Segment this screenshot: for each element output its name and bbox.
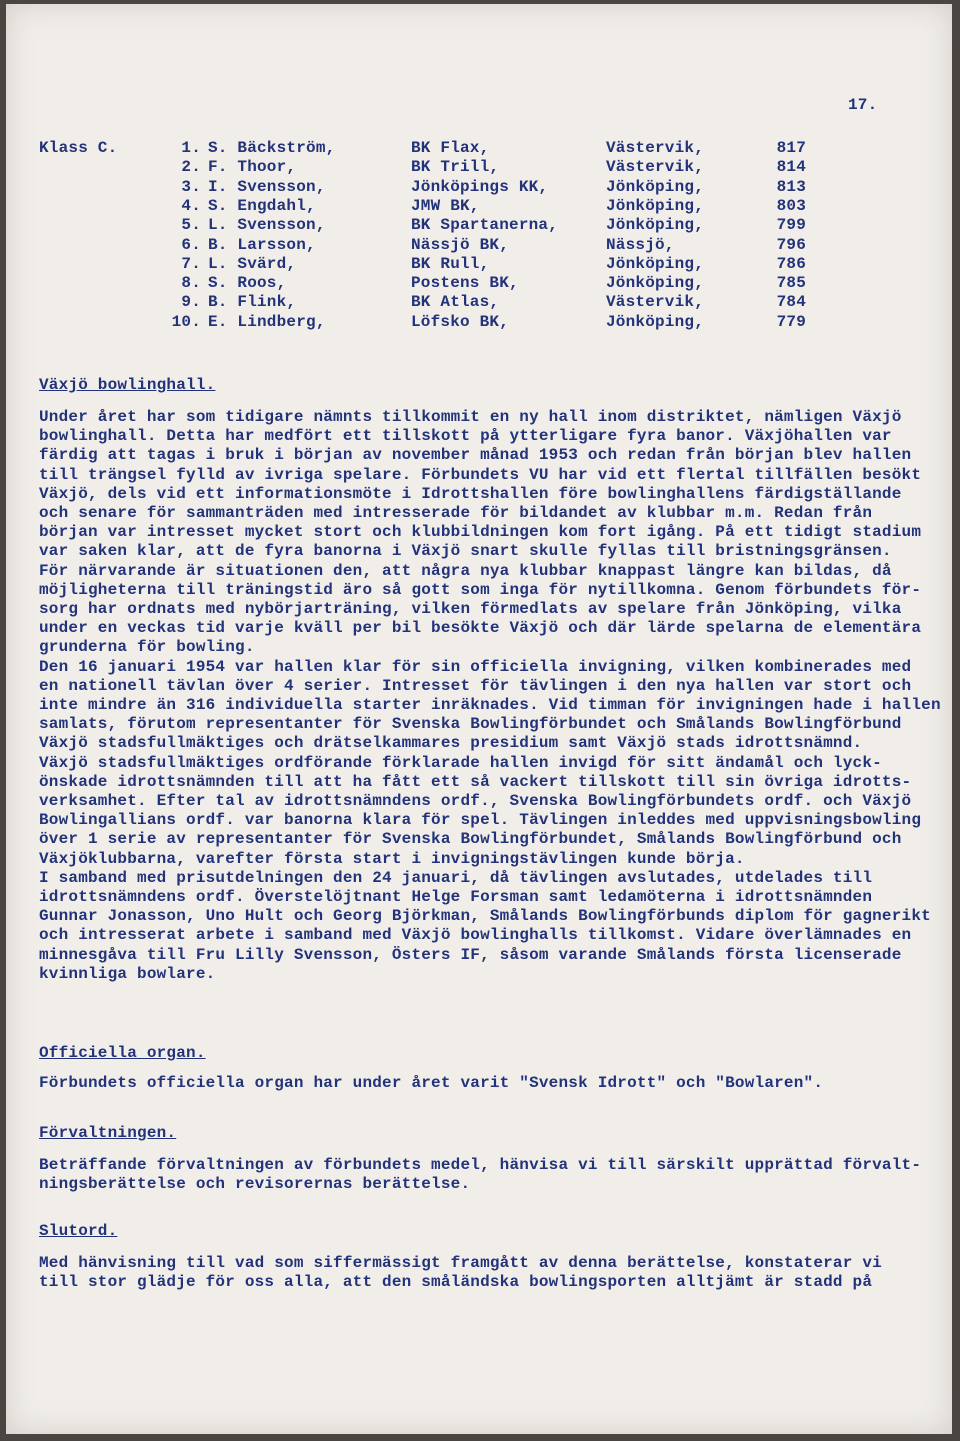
ranking-row xyxy=(6,274,952,294)
club-name: Nässjö BK, xyxy=(411,235,510,254)
city-name: Jönköping, xyxy=(606,312,705,331)
ranking-row xyxy=(6,178,952,198)
paragraph-slutord: Med hänvisning till vad som siffermässigt framgått av denna berättelse, konstaterar vi till stor glädje för oss alla, att den småländska bowlingsporten alltjämt är stadd på xyxy=(39,1254,882,1292)
player-name: L. Svensson, xyxy=(208,216,326,235)
ranking-row xyxy=(6,216,952,236)
player-name: E. Lindberg, xyxy=(208,312,326,331)
club-name: BK Atlas, xyxy=(411,293,500,312)
city-name: Västervik, xyxy=(606,139,705,157)
score: 785 xyxy=(776,274,806,293)
city-name: Jönköping, xyxy=(606,216,705,235)
player-name: S. Engdahl, xyxy=(208,196,316,215)
club-name: JMW BK, xyxy=(411,196,480,215)
rank-number: 9. xyxy=(181,293,201,312)
rank-number: 3. xyxy=(181,177,201,196)
city-name: Jönköping, xyxy=(606,254,705,273)
ranking-row xyxy=(6,139,952,159)
rank-number: 10. xyxy=(171,312,201,331)
score: 784 xyxy=(776,293,806,312)
player-name: B. Larsson, xyxy=(208,235,316,254)
player-name: F. Thoor, xyxy=(208,158,297,177)
ranking-row xyxy=(6,255,952,275)
ranking-row xyxy=(6,197,952,217)
score: 796 xyxy=(776,235,806,254)
score: 813 xyxy=(776,177,806,196)
document-page xyxy=(6,4,952,1434)
club-name: BK Flax, xyxy=(411,139,490,157)
ranking-row xyxy=(6,236,952,256)
club-name: Postens BK, xyxy=(411,274,519,293)
city-name: Västervik, xyxy=(606,293,705,312)
heading-officiella-organ: Officiella organ. xyxy=(39,1044,206,1062)
city-name: Jönköping, xyxy=(606,196,705,215)
ranking-row xyxy=(6,158,952,178)
city-name: Västervik, xyxy=(606,158,705,177)
score: 814 xyxy=(776,158,806,177)
page-number: 17. xyxy=(848,96,878,114)
paragraph-officiella-organ: Förbundets officiella organ har under året varit "Svensk Idrott" och "Bowlaren". xyxy=(39,1074,824,1092)
club-name: Löfsko BK, xyxy=(411,312,510,331)
player-name: S. Bäckström, xyxy=(208,139,336,157)
club-name: BK Trill, xyxy=(411,158,500,177)
heading-slutord: Slutord. xyxy=(39,1222,118,1240)
heading-vaxjo-bowlinghall: Växjö bowlinghall. xyxy=(39,376,216,394)
rank-number: 5. xyxy=(181,216,201,235)
score: 799 xyxy=(776,216,806,235)
score: 803 xyxy=(776,196,806,215)
score: 817 xyxy=(776,139,806,157)
ranking-row xyxy=(6,313,952,333)
score: 779 xyxy=(776,312,806,331)
city-name: Nässjö, xyxy=(606,235,675,254)
player-name: I. Svensson, xyxy=(208,177,326,196)
club-name: BK Spartanerna, xyxy=(411,216,559,235)
paragraph-vaxjo-bowlinghall: Under året har som tidigare nämnts tillkommit en ny hall inom distriktet, nämligen Växjö bowlinghall. Detta har medfört ett tillskott på ytterligare fyra banor. Växjöhallen var färdig att tagas i bruk i början av november månad 1953 och redan från början blev hallen till trängsel fylld av ivriga spelare. Förbundets VU har vid ett flertal tillfällen besökt Växjö, dels vid ett informationsmöte i Idrottshallen före bowlinghallens färdigställande och senare för sammanträden med intresserade för bildandet av klubbar m.m. Redan från början var intresset mycket stort och klubbildningen kom fort igång. På ett tidigt stadium var saken klar, att de fyra banorna i Växjö snart skulle fyllas till bristningsgränsen. För närvarande är situationen den, att några nya klubbar knappast längre kan bildas, då möjligheterna till träningstid äro så gott som inga för nytillkomna. Genom förbundets för- sorg har ordnats med nybörjarträning, vilken förmedlats av spelare från Jönköping, vilka under en veckas tid varje kväll per bil besökte Växjö och där lärde spelarna de elementära grunderna för bowling. Den 16 januari 1954 var hallen klar för sin officiella invigning, vilken kombinerades med en nationell tävlan över 4 serier. Intresset för tävlingen i den nya hallen var stort och inte mindre än 316 individuella starter inräknades. Vid timman för invigningen hade i hallen samlats, förutom representanter för Svenska Bowlingförbundet och Smålands Bowlingförbund Växjö stadsfullmäktiges och drätselkammares presidium samt Växjö stads idrottsnämnd. Växjö stadsfullmäktiges ordförande förklarade hallen invigd för sitt ändamål och lyck- önskade idrottsnämnden till att ha fått ett så vackert tillskott till sin övriga idrotts- verksamhet. Efter tal av idrottsnämndens ordf., Svenska Bowlingförbundets ordf. och Växjö Bowlingallians ordf. var banorna klara för spel. Tävlingen inleddes med uppvisningsbowling över 1 serie av representanter för Svenska Bowlingförbundet, Smålands Bowlingförbund och Växjöklubbarna, varefter första start i invigningstävlingen kunde börja. I samband med prisutdelningen den 24 januari, då tävlingen avslutades, utdelades till idrottsnämndens ordf. Överstelöjtnant Helge Forsman samt ledamöterna i idrottsnämnden Gunnar Jonasson, Uno Hult och Georg Björkman, Smålands Bowlingförbunds diplom för gagnerikt och intresserat arbete i samband med Växjö bowlinghalls tillkomst. Vidare överlämnades en minnesgåva till Fru Lilly Svensson, Östers IF, såsom varande Smålands första licenserade kvinnliga bowlare. xyxy=(39,408,941,983)
class-label: Klass C. xyxy=(39,139,118,157)
player-name: L. Svärd, xyxy=(208,254,297,273)
ranking-row xyxy=(6,293,952,313)
rank-number: 2. xyxy=(181,158,201,177)
rank-number: 4. xyxy=(181,196,201,215)
heading-forvaltningen: Förvaltningen. xyxy=(39,1124,177,1142)
rank-number: 1. xyxy=(181,139,201,157)
rank-number: 6. xyxy=(181,235,201,254)
paragraph-forvaltningen: Beträffande förvaltningen av förbundets medel, hänvisa vi till särskilt upprättad förvalt- ningsberättelse och revisorernas berättelse. xyxy=(39,1156,922,1194)
city-name: Jönköping, xyxy=(606,177,705,196)
club-name: Jönköpings KK, xyxy=(411,177,549,196)
score: 786 xyxy=(776,254,806,273)
rank-number: 8. xyxy=(181,274,201,293)
city-name: Jönköping, xyxy=(606,274,705,293)
rank-number: 7. xyxy=(181,254,201,273)
player-name: B. Flink, xyxy=(208,293,297,312)
player-name: S. Roos, xyxy=(208,274,287,293)
club-name: BK Rull, xyxy=(411,254,490,273)
